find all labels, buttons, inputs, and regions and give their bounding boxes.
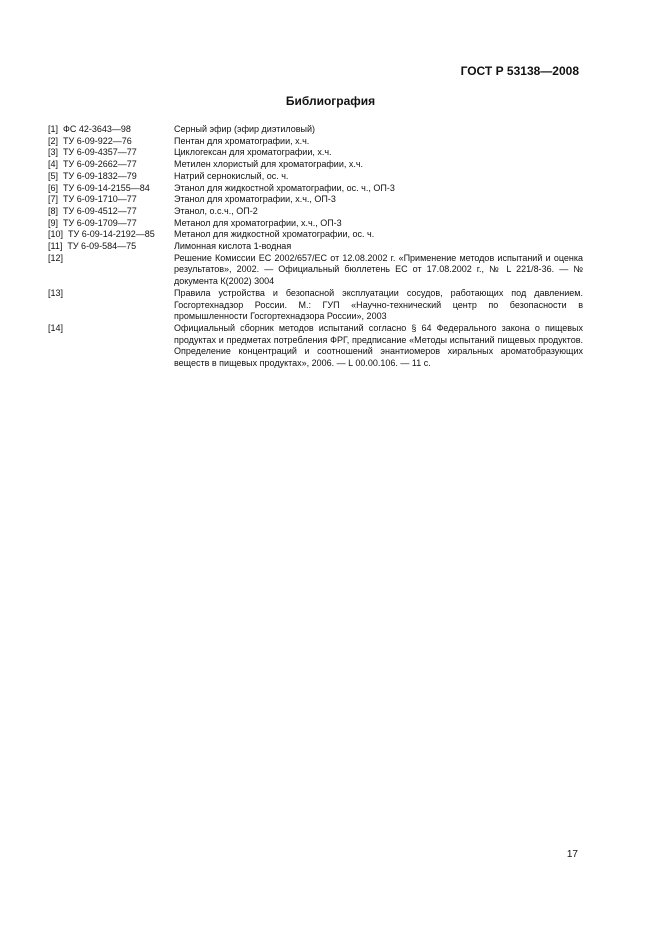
page-number: 17 [566,849,578,860]
entry-text: Метилен хлористый для хроматографии, х.ч. [174,159,364,170]
bibliography-entry [48,147,583,159]
bibliography-entry [48,136,583,148]
bibliography-entry [48,124,583,136]
bibliography-entry [48,183,583,195]
entry-ref: [5] ТУ 6-09-1832—79 [48,170,137,181]
bibliography-entry [48,241,583,253]
entry-ref: [9] ТУ 6-09-1709—77 [48,217,137,228]
bibliography-entry [48,323,583,370]
entry-ref: [8] ТУ 6-09-4512—77 [48,205,137,216]
entry-text: Этанол для жидкостной хроматографии, ос. ч., ОП-3 [174,182,395,193]
entry-text: Пентан для хроматографии, х.ч. [174,135,310,146]
bibliography-entry [48,206,583,218]
bibliography-list [48,124,583,370]
entry-text: Этанол, о.с.ч., ОП-2 [174,205,258,216]
entry-ref: [13] [48,287,64,298]
entry-ref: [7] ТУ 6-09-1710—77 [48,194,137,205]
bibliography-entry [48,288,583,323]
bibliography-entry [48,218,583,230]
entry-ref: [2] ТУ 6-09-922—76 [48,135,132,146]
entry-ref: [3] ТУ 6-09-4357—77 [48,147,137,158]
bibliography-entry [48,171,583,183]
entry-text: Серный эфир (эфир диэтиловый) [174,124,315,134]
bibliography-entry [48,159,583,171]
entry-ref: [10] ТУ 6-09-14-2192—85 [48,229,155,240]
entry-ref: [14] [48,322,64,333]
entry-text: Лимонная кислота 1-водная [174,241,292,252]
entry-text: Решение Комиссии ЕС 2002/657/ЕС от 12.08.2002 г. «Применение методов испытаний и оценка результатов», 2002. — Официальный бюллетень ЕС от 17.08.2002 г., № L 221/8-36. — № документа К(2002) 3004 [174,252,583,287]
entry-text: Правила устройства и безопасной эксплуатации сосудов, работающих под давлением. Госгортехнадзор России. М.: ГУП «Научно-технический центр по безопасности в промышленности Госгортехнадзора России», 2003 [174,287,583,322]
entry-text: Натрий сернокислый, ос. ч. [174,170,289,181]
entry-text: Метанол для хроматографии, х.ч., ОП-3 [174,217,342,228]
entry-ref: [6] ТУ 6-09-14-2155—84 [48,182,150,193]
entry-text: Официальный сборник методов испытаний согласно § 64 Федерального закона о пищевых продуктах и предметах потребления ФРГ, предписание «Методы испытаний пищевых продуктов. Определение концентраций и соотношений энантиомеров хиральных ароматобразующих веществ в пищевых продуктах», 2006. — L 00.00.106. — 11 с. [174,322,583,369]
document-code: ГОСТ Р 53138—2008 [460,64,579,78]
entry-ref: [1] ФС 42-3643—98 [48,124,131,134]
entry-ref: [11] ТУ 6-09-584—75 [48,241,137,252]
bibliography-entry [48,229,583,241]
page-title: Библиография [285,94,376,108]
entry-text: Метанол для жидкостной хроматографии, ос. ч. [174,229,375,240]
entry-text: Циклогексан для хроматографии, х.ч. [174,147,332,158]
entry-ref: [12] [48,252,64,263]
bibliography-entry [48,194,583,206]
bibliography-entry [48,253,583,288]
entry-text: Этанол для хроматографии, х.ч., ОП-3 [174,194,336,205]
entry-ref: [4] ТУ 6-09-2662—77 [48,159,137,170]
